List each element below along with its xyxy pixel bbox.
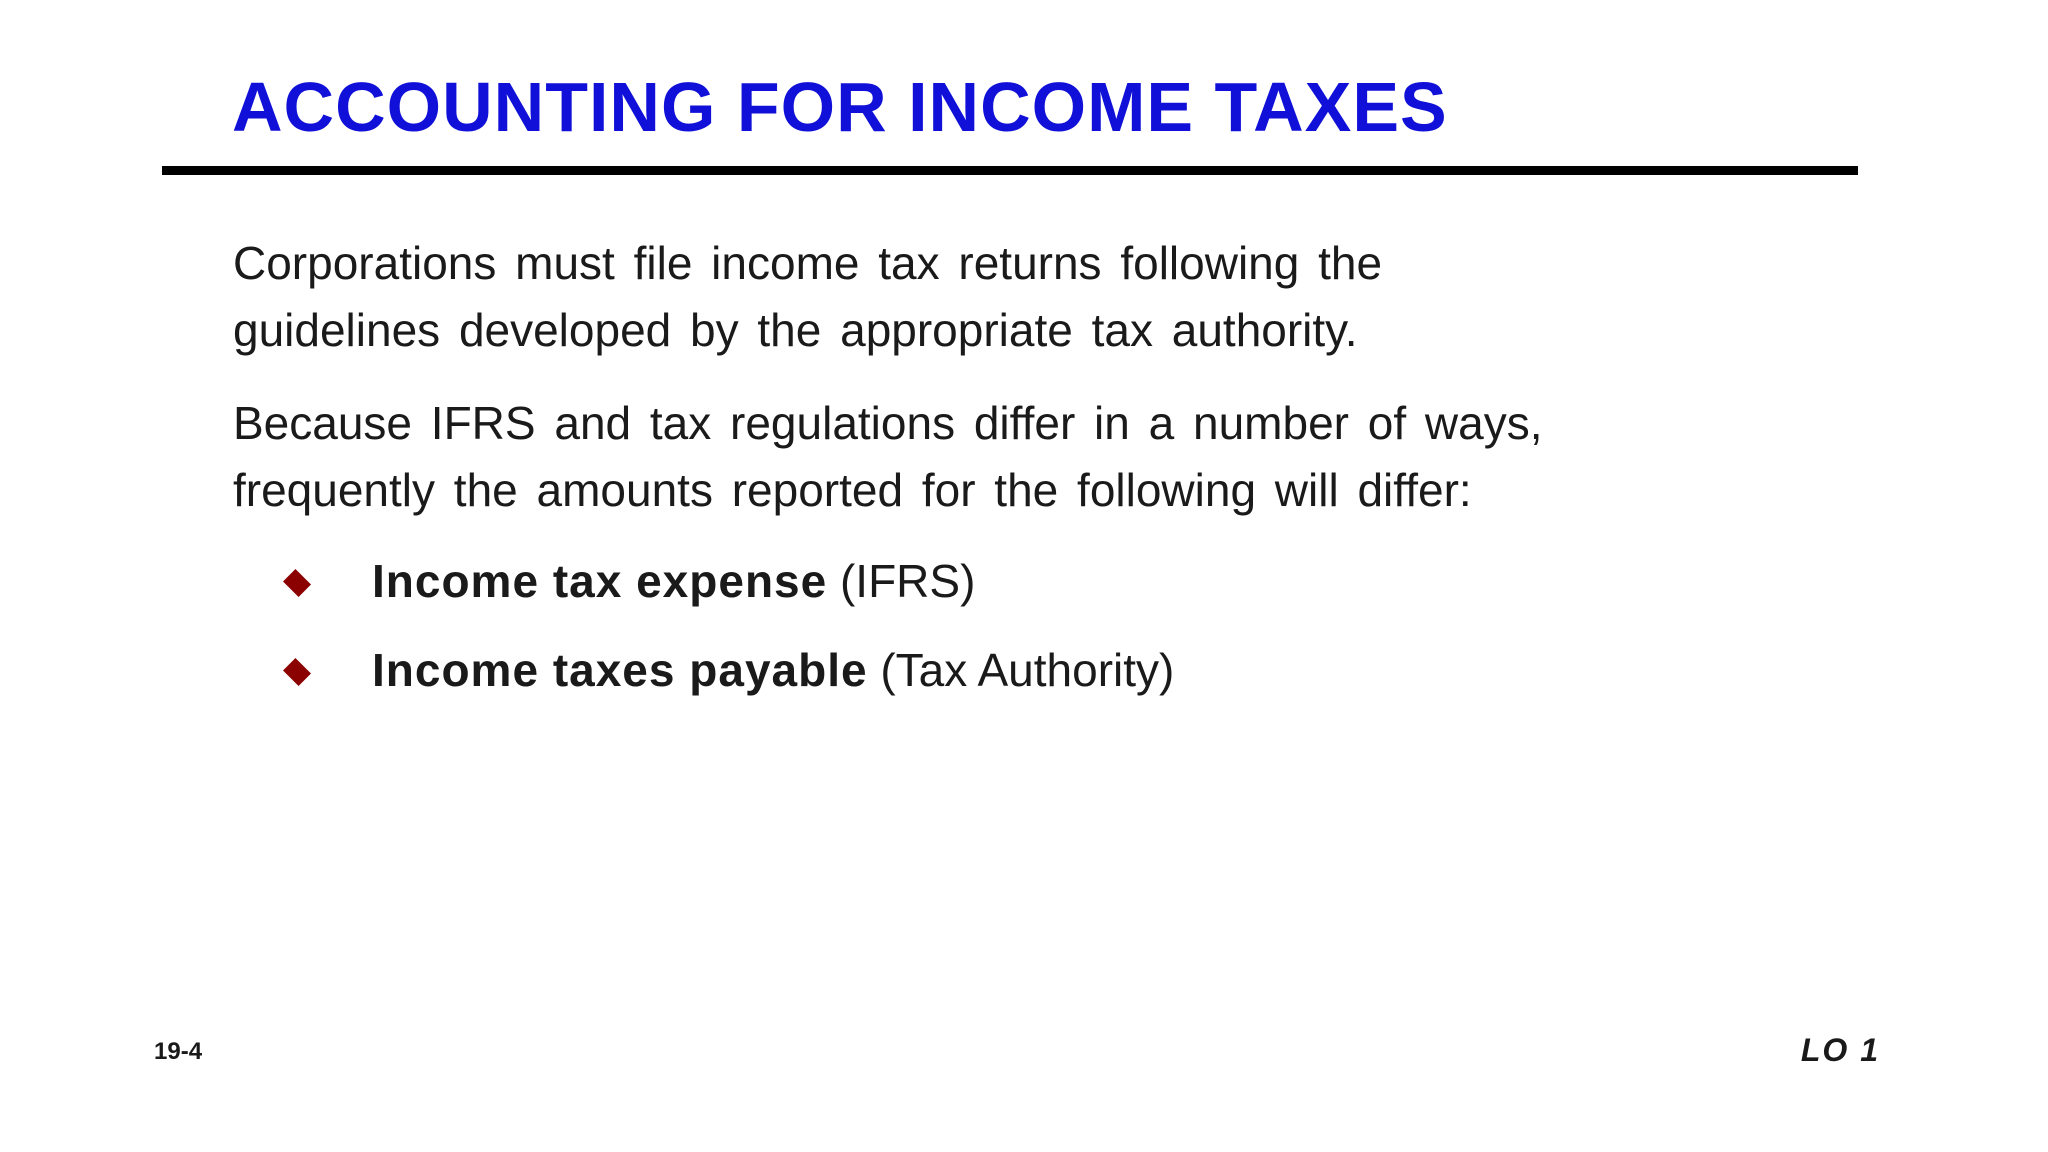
bullet-term: Income taxes payable (372, 644, 868, 696)
bullet-text (372, 637, 1174, 704)
bullet-item-income-tax-expense (0, 548, 2048, 637)
page-number: 19-4 (154, 1038, 203, 1065)
bullet-item-income-taxes-payable (0, 637, 2048, 726)
paragraph-1-line-2: guidelines developed by the appropriate tax authority. (233, 304, 1358, 356)
bullet-text (372, 548, 975, 615)
paragraph-2-line-2: frequently the amounts reported for the following will differ: (233, 464, 1472, 516)
paragraph-1 (233, 230, 1382, 364)
bullet-detail: (IFRS) (827, 555, 976, 607)
diamond-icon (283, 569, 311, 597)
learning-objective-label: LO 1 (1800, 1032, 1880, 1068)
paragraph-1-line-1: Corporations must file income tax returns following the (233, 237, 1383, 289)
bullet-detail: (Tax Authority) (867, 644, 1175, 696)
paragraph-2 (233, 390, 1542, 524)
bullet-term: Income tax expense (372, 555, 828, 607)
bullet-list (0, 548, 2048, 726)
paragraph-2-line-1: Because IFRS and tax regulations differ in a number of ways, (233, 397, 1543, 449)
title-divider (162, 166, 1858, 175)
diamond-icon (283, 658, 311, 686)
slide-title: ACCOUNTING FOR INCOME TAXES (232, 68, 1448, 146)
